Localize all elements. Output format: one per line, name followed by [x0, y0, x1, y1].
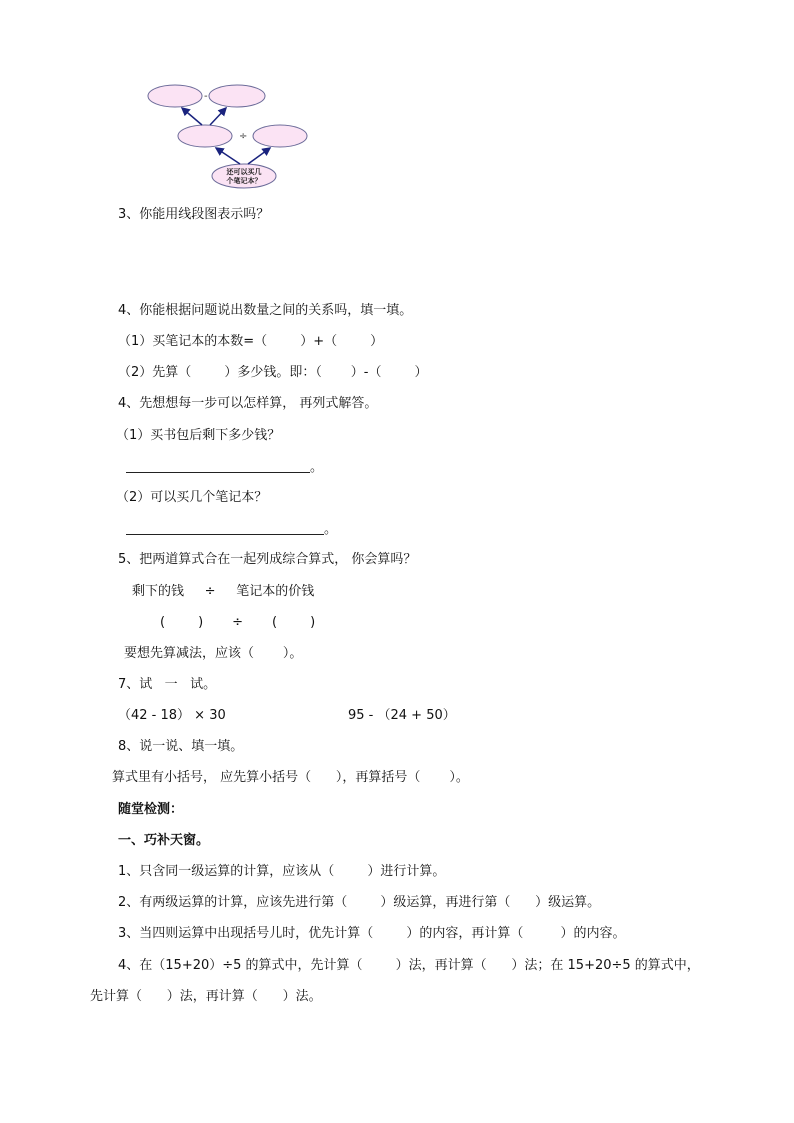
question-4b-item-1: （1）买书包后剩下多少钱？ [116, 428, 281, 443]
test-item-4-line-2: 先计算（ ）法，再计算（ ）法。 [90, 989, 322, 1004]
question-8-title: 8、说一说、填一填。 [118, 739, 244, 754]
answer-blank-1[interactable] [126, 472, 310, 473]
diagram-minus-sign: - [204, 91, 208, 102]
test-item-2: 2、有两级运算的计算，应该先进行第（ ）级运算，再进行第（ ）级运算。 [118, 895, 601, 910]
diagram-mid-left-ellipse[interactable] [178, 125, 232, 147]
question-5-title: 5、把两道算式合在一起列成综合算式， 你会算吗？ [118, 552, 417, 567]
diagram-arrow-q-to-midright [248, 148, 270, 164]
diagram-mid-right-ellipse[interactable] [253, 125, 307, 147]
answer-blank-2[interactable] [126, 534, 324, 535]
answer-blank-2-period: 。 [324, 522, 338, 537]
question-5-row-2: ( ) ÷ ( ) [160, 615, 316, 630]
question-4a-item-1: （1）买笔记本的本数=（ ）+（ ） [118, 334, 384, 349]
question-7-title: 7、试 一 试。 [118, 677, 217, 692]
diagram-top-right-ellipse[interactable] [209, 85, 265, 107]
question-7-expr-2: 95 - （24 + 50） [348, 708, 456, 723]
answer-blank-1-period: 。 [310, 460, 324, 475]
question-5-row-1: 剩下的钱 ÷ 笔记本的价钱 [132, 584, 315, 599]
question-4a-item-2: （2）先算（ ）多少钱。即：（ ）-（ ） [118, 365, 428, 380]
test-title: 随堂检测： [118, 802, 184, 817]
question-4b-item-2: （2）可以买几个笔记本？ [116, 490, 268, 505]
question-4a-title: 4、你能根据问题说出数量之间的关系吗，填一填。 [118, 303, 413, 318]
test-item-1: 1、只含同一级运算的计算，应该从（ ）进行计算。 [118, 864, 446, 879]
diagram-divide-sign: ÷ [239, 131, 248, 142]
diagram-arrow-mid-to-top [182, 108, 202, 125]
relationship-diagram [140, 78, 320, 190]
diagram-question-line2: 个笔记本？ [226, 177, 262, 185]
question-7-expr-1: （42 - 18） × 30 [118, 708, 226, 723]
question-5-row-3: 要想先算减法，应该（ ）。 [124, 646, 303, 661]
section-1-title: 一、巧补天窗。 [118, 833, 210, 848]
question-3: 3、你能用线段图表示吗？ [118, 207, 270, 222]
question-8-line: 算式里有小括号， 应先算小括号（ ），再算括号（ ）。 [112, 770, 469, 785]
test-item-3: 3、当四则运算中出现括号儿时，优先计算（ ）的内容，再计算（ ）的内容。 [118, 926, 626, 941]
diagram-top-left-ellipse[interactable] [148, 85, 202, 107]
diagram-question-line1: 还可以买几 [226, 168, 262, 176]
question-4b-title: 4、先想想每一步可以怎样算， 再列式解答。 [118, 396, 378, 411]
diagram-arrow-mid-to-topright [210, 108, 226, 125]
diagram-arrow-q-to-midleft [216, 148, 240, 164]
test-item-4-line-1: 4、在（15+20）÷5 的算式中，先计算（ ）法，再计算（ ）法；在 15+20÷5 的算式中， [118, 958, 700, 973]
